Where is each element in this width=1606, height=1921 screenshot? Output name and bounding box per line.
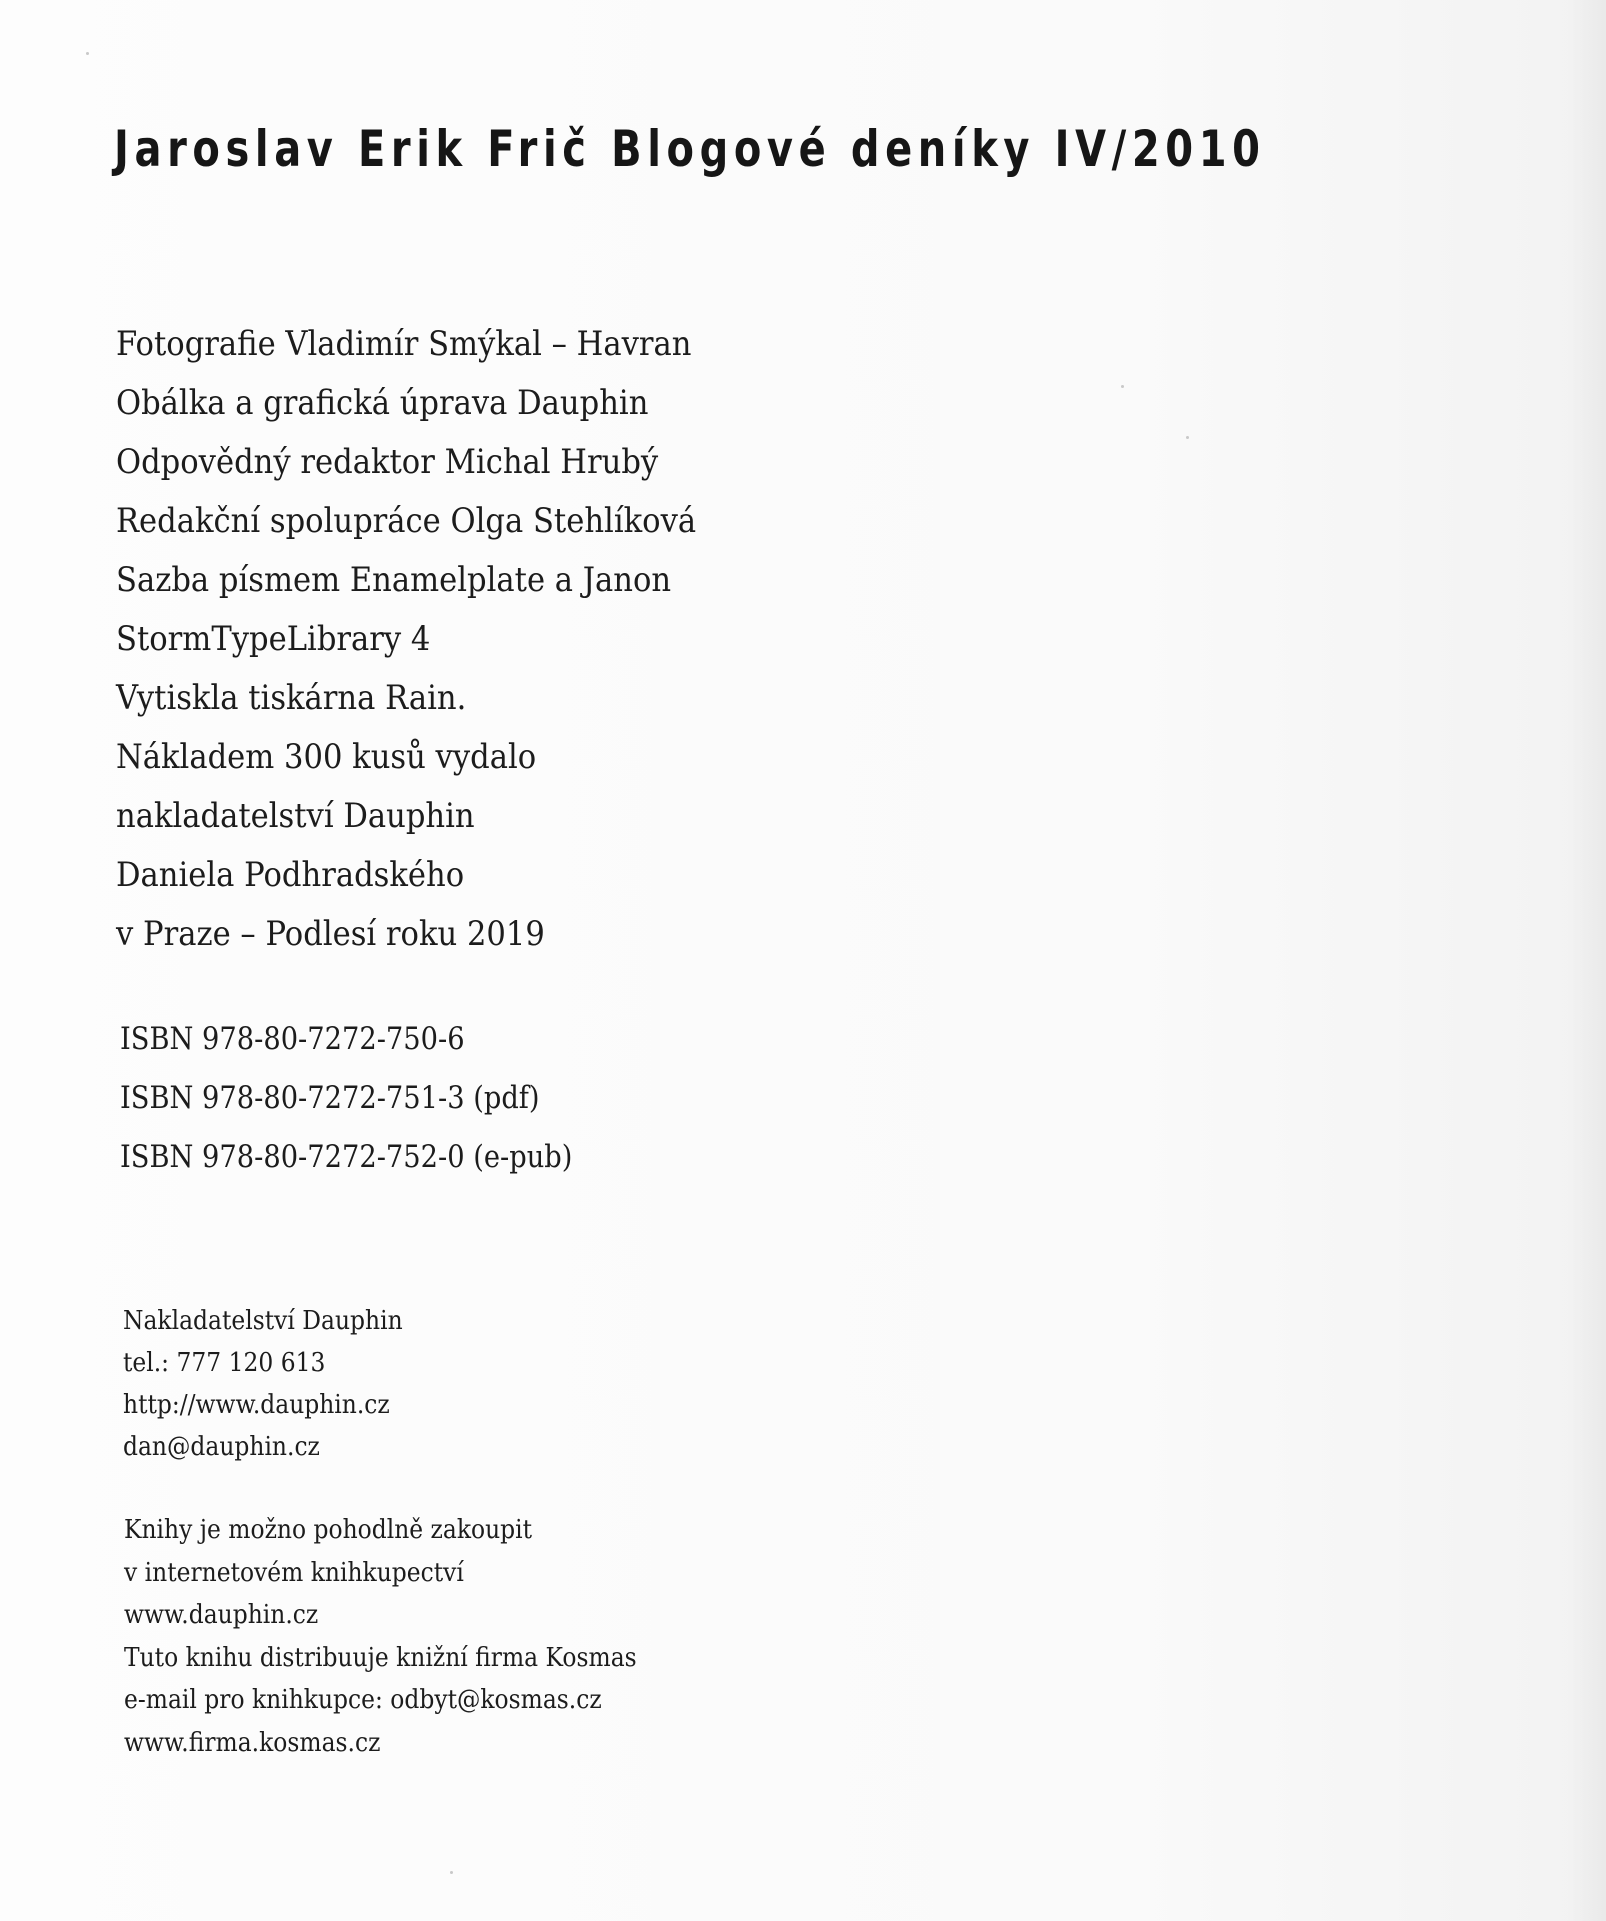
paper-speck — [1121, 385, 1124, 388]
credit-line: Sazba písmem Enamelplate a Janon — [116, 560, 672, 600]
credit-line: v Praze – Podlesí roku 2019 — [116, 914, 545, 954]
isbn-epub: ISBN 978-80-7272-752-0 (e-pub) — [120, 1139, 573, 1175]
paper-speck — [450, 1871, 453, 1874]
publisher-website: http://www.dauphin.cz — [123, 1390, 390, 1420]
credit-line: Fotografie Vladimír Smýkal – Havran — [116, 324, 692, 364]
credit-line: Daniela Podhradského — [116, 855, 465, 895]
credit-line: StormTypeLibrary 4 — [116, 619, 431, 659]
credit-line: Odpovědný redaktor Michal Hrubý — [116, 442, 659, 482]
publisher-email: dan@dauphin.cz — [123, 1432, 320, 1462]
credit-line: Obálka a grafická úprava Dauphin — [116, 383, 649, 423]
distribution-line: Tuto knihu distribuuje knižní firma Kosmas — [124, 1642, 637, 1673]
paper-speck — [86, 52, 89, 55]
distribution-line: v internetovém knihkupectví — [124, 1557, 464, 1588]
credits-block — [116, 315, 696, 964]
credit-line: Nákladem 300 kusů vydalo — [116, 737, 537, 777]
credit-line: Redakční spolupráce Olga Stehlíková — [116, 501, 697, 541]
page-edge-shadow — [1566, 0, 1606, 1921]
distribution-block — [124, 1509, 637, 1764]
isbn-block — [120, 1010, 572, 1187]
publisher-contact-block — [123, 1300, 403, 1468]
publisher-phone: tel.: 777 120 613 — [123, 1348, 326, 1378]
distribution-line: Knihy je možno pohodlně zakoupit — [124, 1515, 533, 1545]
isbn-print: ISBN 978-80-7272-750-6 — [120, 1021, 465, 1057]
distribution-line: e-mail pro knihkupce: odbyt@kosmas.cz — [124, 1685, 602, 1715]
distribution-line: www.firma.kosmas.cz — [124, 1727, 381, 1758]
isbn-pdf: ISBN 978-80-7272-751-3 (pdf) — [120, 1080, 540, 1116]
paper-speck — [1186, 436, 1189, 439]
distribution-line: www.dauphin.cz — [124, 1600, 319, 1630]
publisher-name: Nakladatelství Dauphin — [123, 1306, 403, 1336]
credit-line: nakladatelství Dauphin — [116, 796, 475, 836]
credit-line: Vytiskla tiskárna Rain. — [116, 678, 467, 718]
book-title: Jaroslav Erik Frič Blogové deníky IV/2010 — [114, 120, 1266, 178]
